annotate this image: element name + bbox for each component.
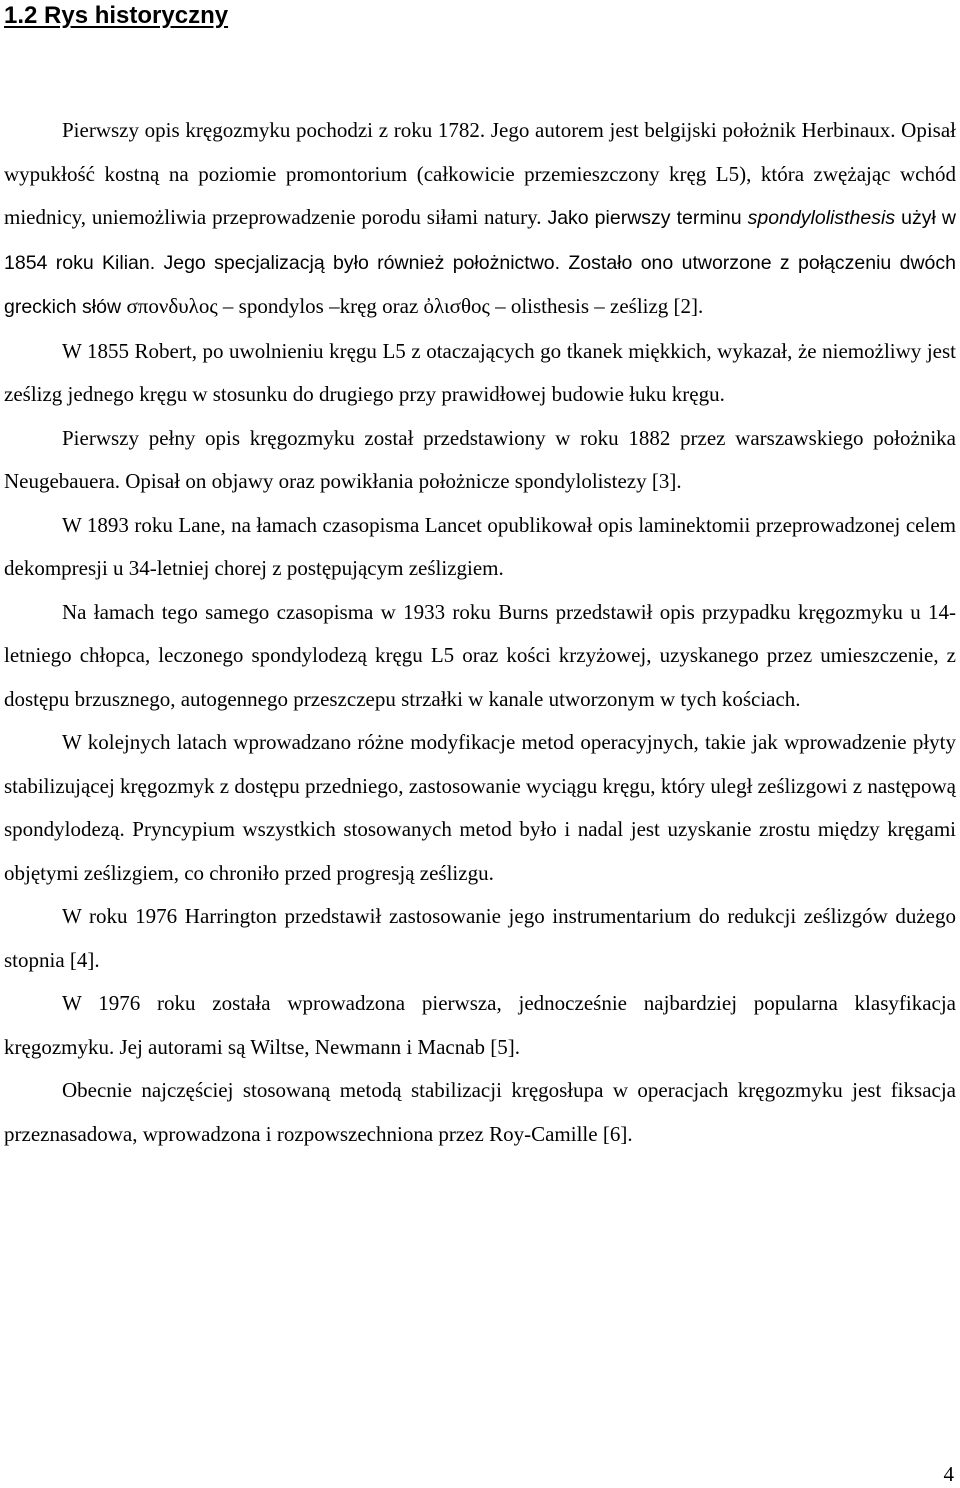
paragraph-8: W 1976 roku została wprowadzona pierwsza, jednocześnie najbardziej popularna klasyfikacja kręgozmyku. Jej autorami są Wiltse, Newmann i Macnab [5].	[4, 991, 956, 1059]
paragraph-5: Na łamach tego samego czasopisma w 1933 roku Burns przedstawił opis przypadku kręgozmyku u 14-letniego chłopca, leczonego spondylodezą kręgu L5 oraz kości krzyżowej, uzyskanego przez umieszczenie, z dostępu brzusznego, autogennego przeszczepu strzałki w kanale utworzonym w tych kościach.	[4, 599, 956, 711]
paragraph-1-part-1: Pierwszy opis kręgozmyku pochodzi z roku 1782. Jego autorem jest belgijski położnik Herbinaux. Opisał wypukłość kostną na poziomie promontorium (całkowicie przemieszczony kręg L5), która zwężając wchód miednicy, uniemożliwia przeprowadzenie porodu siłami natury.	[4, 118, 956, 229]
paragraph-2: W 1855 Robert, po uwolnieniu kręgu L5 z otaczających go tkanek miękkich, wykazał, że niemożliwy jest ześlizg jednego kręgu w stosunku do drugiego przy prawidłowej budowie łuku kręgu.	[4, 338, 956, 406]
paragraph-7: W roku 1976 Harrington przedstawił zastosowanie jego instrumentarium do redukcji ześlizgów dużego stopnia [4].	[4, 904, 956, 972]
paragraph-1-part-3: σπονδυλος – spondylos –kręg oraz ὀλισθος – olisthesis – ześlizg [2].	[126, 294, 704, 318]
body-text	[4, 109, 956, 1156]
section-heading: 1.2 Rys historyczny	[4, 2, 229, 29]
term-spondylolisthesis: spondylolisthesis	[747, 207, 896, 229]
paragraph-1	[4, 109, 956, 330]
paragraph-3: Pierwszy pełny opis kręgozmyku został przedstawiony w roku 1882 przez warszawskiego położnika Neugebauera. Opisał on objawy oraz powikłania położnicze spondylolistezy [3].	[4, 425, 956, 493]
paragraph-1-part-2a: Jako pierwszy terminu	[547, 207, 748, 229]
paragraph-4: W 1893 roku Lane, na łamach czasopisma Lancet opublikował opis laminektomii przeprowadzonej celem dekompresji u 34-letniej chorej z postępującym ześlizgiem.	[4, 512, 956, 580]
paragraph-6: W kolejnych latach wprowadzano różne modyfikacje metod operacyjnych, takie jak wprowadzenie płyty stabilizującej kręgozmyk z dostępu przedniego, zastosowanie wyciągu kręgu, który uległ ześlizgowi z następową spondylodezą. Pryncypium wszystkich stosowanych metod było i nadal jest uzyskanie zrostu między kręgami objętymi ześlizgiem, co chroniło przed progresją ześlizgu.	[4, 730, 956, 885]
page-number: 4	[943, 1462, 954, 1486]
paragraph-1-part-2b: użył w 1854 roku Kilian. Jego specjalizacją było również położnictwo. Zostało ono utworzone z połączeniu dwóch greckich słów	[4, 207, 956, 318]
paragraph-9: Obecnie najczęściej stosowaną metodą stabilizacji kręgosłupa w operacjach kręgozmyku jest fiksacja przeznasadowa, wprowadzona i rozpowszechniona przez Roy-Camille [6].	[4, 1078, 956, 1146]
